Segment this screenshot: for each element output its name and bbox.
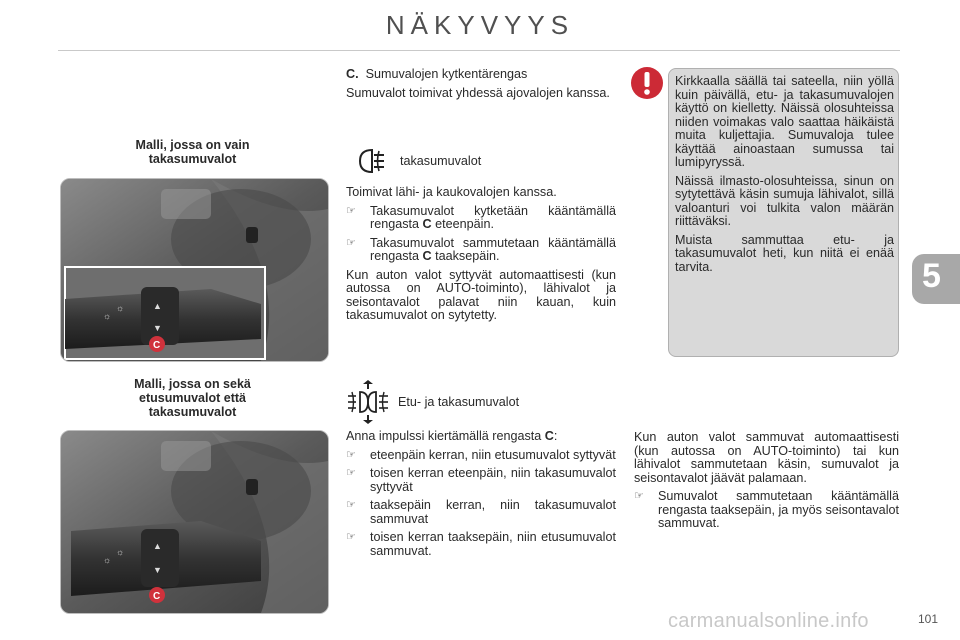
warning-box <box>668 68 899 357</box>
svg-text:▲: ▲ <box>153 541 162 551</box>
rear-fog-operation: Toimivat lähi- ja kaukovalojen kanssa. <box>346 185 557 199</box>
svg-text:▲: ▲ <box>153 301 162 311</box>
list-item: ☞ Takasumuvalot sammutetaan kääntämällä rengasta C taaksepäin. <box>346 235 616 263</box>
list-item: ☞ toisen kerran eteenpäin, niin takasumuvalot syttyvät <box>346 466 616 494</box>
warning-paragraph: Muista sammuttaa etu- ja takasumuvalot heti, kun niitä ei enää tarvita. <box>675 232 894 274</box>
rear-fog-label: takasumuvalot <box>400 154 482 168</box>
front-rear-fog-light-icon <box>346 380 390 424</box>
callout-c: C <box>153 340 161 351</box>
ring-letter: C. <box>346 67 359 81</box>
fog-intro: Sumuvalot toimivat yhdessä ajovalojen kanssa. <box>346 85 610 100</box>
pointing-hand-icon: ☞ <box>346 204 356 217</box>
page-title: NÄKYVYYS <box>385 10 575 40</box>
watermark: carmanualsonline.info <box>668 610 869 632</box>
front-rear-fog-text: Anna impulssi kiertämällä rengasta C: ☞ eteenpäin kerran, niin etusumuvalot syttyvät ☞ toisen kerran eteenpäin, niin takasumuvalot syttyvät ☞ taaksepäin kerran, niin takasumuvalot sammuvat ☞ toisen kerran taaksepäin, niin etusumuvalot sammuvat. <box>346 429 616 558</box>
svg-text:▼: ▼ <box>153 323 162 333</box>
exclamation-warning-icon <box>630 66 664 100</box>
pointing-hand-icon: ☞ <box>346 467 356 479</box>
heading-rear-only: Malli, jossa on vain takasumuvalot <box>135 138 250 166</box>
title-rule <box>58 50 900 51</box>
auto-off-paragraph: Kun auton valot sammuvat automaattisesti (kun autossa on AUTO-toiminto) tai kun lähivalot sammutetaan käsin, sumuvalot ja seisontavalot jäävät palamaan. <box>634 430 899 485</box>
chapter-number: 5 <box>922 257 941 295</box>
pointing-hand-icon: ☞ <box>346 531 356 543</box>
warning-paragraph: Näissä ilmasto-olosuhteissa, sinun on sytytettävä käsin sumuja lähivalot, sillä valoanturi voi tulkita valon määrän riittäväksi. <box>675 173 894 228</box>
photo-stalk-front-rear <box>60 430 329 614</box>
heading-front-rear: Malli, jossa on sekä etusumuvalot että takasumuvalot <box>134 377 251 419</box>
warning-paragraph: Kirkkaalla säällä tai sateella, niin yöllä kuin päivällä, etu- ja takasumuvalojen käyttö on kielletty. Näissä olosuhteissa niiden voimakas valo saattaa häikäistä muita kuljettajia. Sumuvaloja tulee käyttää ainoastaan sumussa tai lumipyryssä. <box>675 74 894 169</box>
list-item: ☞ Sumuvalot sammutetaan kääntämällä rengasta taaksepäin, ja myös seisontavalot sammuvat. <box>634 489 899 530</box>
list-item: ☞ taaksepäin kerran, niin takasumuvalot sammuvat <box>346 498 616 526</box>
svg-text:☼: ☼ <box>116 303 125 313</box>
list-item: ☞ Takasumuvalot kytketään kääntämällä rengasta C eteenpäin. <box>346 203 616 231</box>
front-rear-fog-label: Etu- ja takasumuvalot <box>398 395 520 409</box>
pointing-hand-icon: ☞ <box>346 236 356 249</box>
pointing-hand-icon: ☞ <box>346 448 356 461</box>
auto-off-text <box>634 431 899 536</box>
list-item: ☞ toisen kerran taaksepäin, niin etusumuvalot sammuvat. <box>346 530 616 558</box>
front-rear-fog-row <box>346 380 519 424</box>
rear-fog-auto-note: Kun auton valot syttyvät automaattisesti (kun autossa on AUTO-toiminto), lähivalot ja seisontavalot palavat niin kauan, kuin takasumuvalot on sytytetty. <box>346 267 616 322</box>
ring-description <box>346 68 616 105</box>
chapter-tab <box>912 254 960 304</box>
svg-text:☼: ☼ <box>103 311 112 321</box>
rear-fog-text <box>346 186 616 328</box>
rear-fog-light-icon <box>352 146 386 176</box>
page-number: 101 <box>918 612 939 626</box>
ring-title: Sumuvalojen kytkentärengas <box>365 67 528 81</box>
callout-c: C <box>153 591 161 602</box>
pointing-hand-icon: ☞ <box>346 499 356 511</box>
pointing-hand-icon: ☞ <box>634 490 644 502</box>
svg-text:☼: ☼ <box>116 547 125 557</box>
svg-text:☼: ☼ <box>103 555 112 565</box>
photo-stalk-rear <box>60 178 329 362</box>
svg-text:▼: ▼ <box>153 565 162 575</box>
list-item: ☞ eteenpäin kerran, niin etusumuvalot syttyvät <box>346 447 616 462</box>
rear-fog-row <box>352 146 481 176</box>
